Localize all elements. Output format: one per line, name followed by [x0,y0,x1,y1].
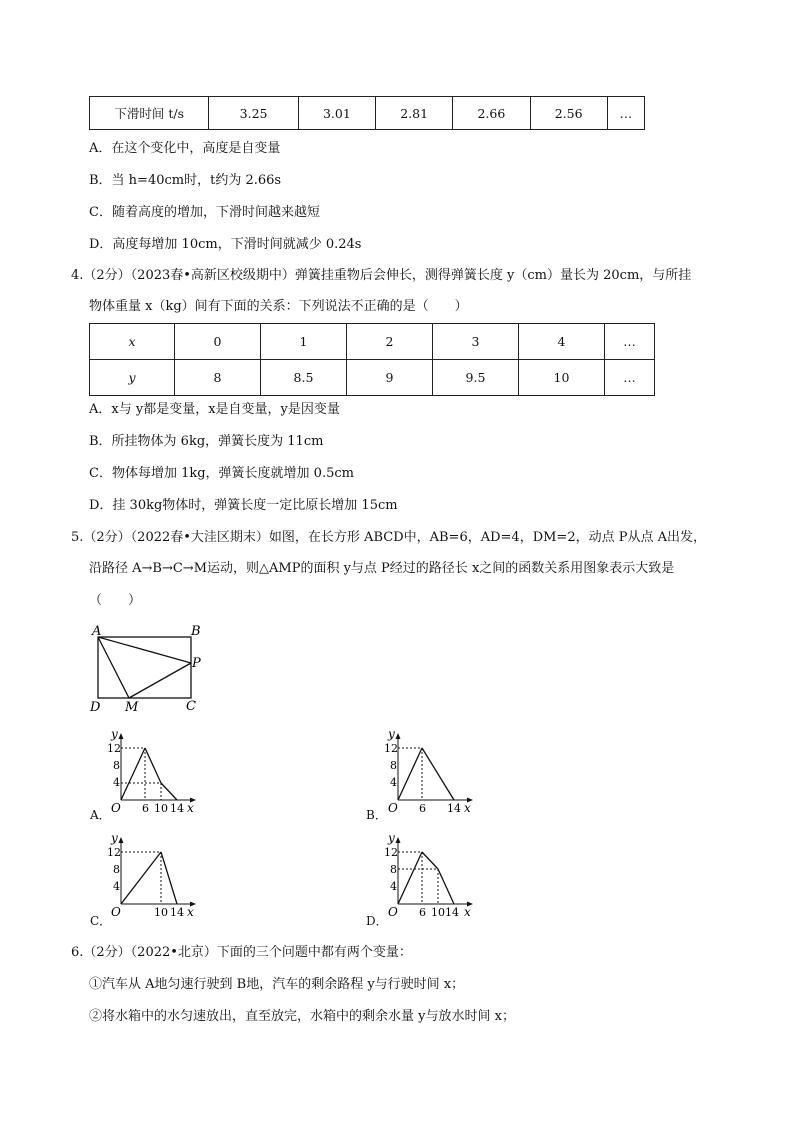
svg-text:x: x [464,801,471,814]
table-cell: 9.5 [433,360,519,396]
svg-text:12: 12 [384,846,398,859]
table-slide-time [89,96,645,130]
q3-option-c: C．随着高度的增加，下滑时间越来越短 [89,205,320,220]
q5-stem-line3: （ ） [89,593,142,608]
svg-text:10: 10 [154,802,168,814]
svg-text:6: 6 [419,906,426,918]
vertex-label-c: C [186,699,196,714]
svg-text:6: 6 [142,802,149,814]
q6-item-2: ②将水箱中的水匀速放出，直至放完，水箱中的剩余水量 y与放水时间 x； [89,1009,515,1024]
graph-a [105,728,205,814]
q4-stem-line1: 4.（2分）（2023春•高新区校级期中）弹簧挂重物后会伸长，测得弹簧长度 y（cm）量长为 20cm，与所挂 [71,268,692,283]
svg-text:x: x [464,905,471,918]
q3-option-a: A．在这个变化中，高度是自变量 [89,141,281,156]
graph-a-option-label: A． [90,808,111,822]
vertex-label-b: B [191,624,201,639]
svg-text:x: x [187,905,194,918]
table-cell: 4 [519,324,605,360]
vertex-label-d: D [90,700,101,714]
q4-option-b: B．所挂物体为 6kg，弹簧长度为 11cm [89,434,324,449]
table-cell: 3.25 [209,97,298,130]
table-cell: 8 [175,360,261,396]
svg-text:4: 4 [113,880,120,893]
table-cell: 2.81 [376,97,453,130]
table-cell: 0 [175,324,261,360]
svg-text:10: 10 [431,906,445,918]
table-cell: 1 [261,324,347,360]
table-spring [89,323,655,396]
graph-d [382,832,482,918]
q3-option-d: D．高度每增加 10cm，下滑时间就减少 0.24s [89,237,362,252]
svg-text:6: 6 [419,802,426,814]
svg-text:10: 10 [154,906,168,918]
q6-stem-line1: 6.（2分）（2022•北京）下面的三个问题中都有两个变量： [71,945,412,960]
svg-text:4: 4 [390,776,397,789]
q4-option-d: D．挂 30kg物体时，弹簧长度一定比原长增加 15cm [89,498,398,513]
svg-text:O: O [388,905,398,918]
svg-text:8: 8 [390,759,397,772]
q3-option-b: B．当 h=40cm时，t约为 2.66s [89,173,282,188]
table-cell: … [605,324,655,360]
svg-text:O: O [111,905,121,918]
svg-text:4: 4 [113,776,120,789]
table-cell: 10 [519,360,605,396]
graph-c [105,832,205,918]
table-cell: 2.66 [453,97,530,130]
svg-text:x: x [187,801,194,814]
rectangle-figure [85,622,215,714]
vertex-label-a: A [92,624,102,639]
q4-stem-line2: 物体重量 x（kg）间有下面的关系：下列说法不正确的是（ ） [89,299,468,314]
svg-text:12: 12 [107,846,121,859]
svg-text:8: 8 [113,863,120,876]
table-cell: 2 [347,324,433,360]
graph-b-option-label: B． [366,808,387,822]
table-cell: … [607,97,644,130]
q6-item-1: ①汽车从 A地匀速行驶到 B地，汽车的剩余路程 y与行驶时间 x； [89,977,465,992]
table-row-label-y: y [90,360,175,396]
table-cell: 3.01 [298,97,375,130]
svg-text:12: 12 [384,742,398,755]
table-cell: 8.5 [261,360,347,396]
svg-text:12: 12 [107,742,121,755]
svg-text:y: y [111,832,118,845]
table-cell: 9 [347,360,433,396]
svg-text:O: O [388,801,398,814]
svg-text:O: O [111,801,121,814]
table-header-cell: 下滑时间 t/s [90,97,209,130]
svg-text:y: y [388,728,395,741]
svg-text:14: 14 [170,906,184,918]
q4-option-a: A．x与 y都是变量，x是自变量，y是因变量 [89,402,340,417]
svg-text:14: 14 [445,906,459,918]
svg-text:8: 8 [113,759,120,772]
svg-text:8: 8 [390,863,397,876]
svg-text:14: 14 [170,802,184,814]
table-cell: 2.56 [530,97,607,130]
point-label-p: P [192,656,201,671]
table-row-label-x: x [90,324,175,360]
graph-c-option-label: C． [90,914,112,928]
q4-option-c: C．物体每增加 1kg，弹簧长度就增加 0.5cm [89,466,354,481]
point-label-m: M [125,700,139,714]
svg-text:14: 14 [447,802,461,814]
svg-text:y: y [111,728,118,741]
graph-b [382,728,482,814]
table-cell: 3 [433,324,519,360]
graph-d-option-label: D． [366,914,388,928]
svg-text:y: y [388,832,395,845]
table-cell: … [605,360,655,396]
q5-stem-line1: 5.（2分）（2022春•大洼区期末）如图，在长方形 ABCD中，AB=6，AD=4，DM=2，动点 P从点 A出发， [71,530,706,545]
q5-stem-line2: 沿路径 A→B→C→M运动，则△AMP的面积 y与点 P经过的路径长 x之间的函数关系用图象表示大致是 [89,561,675,576]
svg-text:4: 4 [390,880,397,893]
